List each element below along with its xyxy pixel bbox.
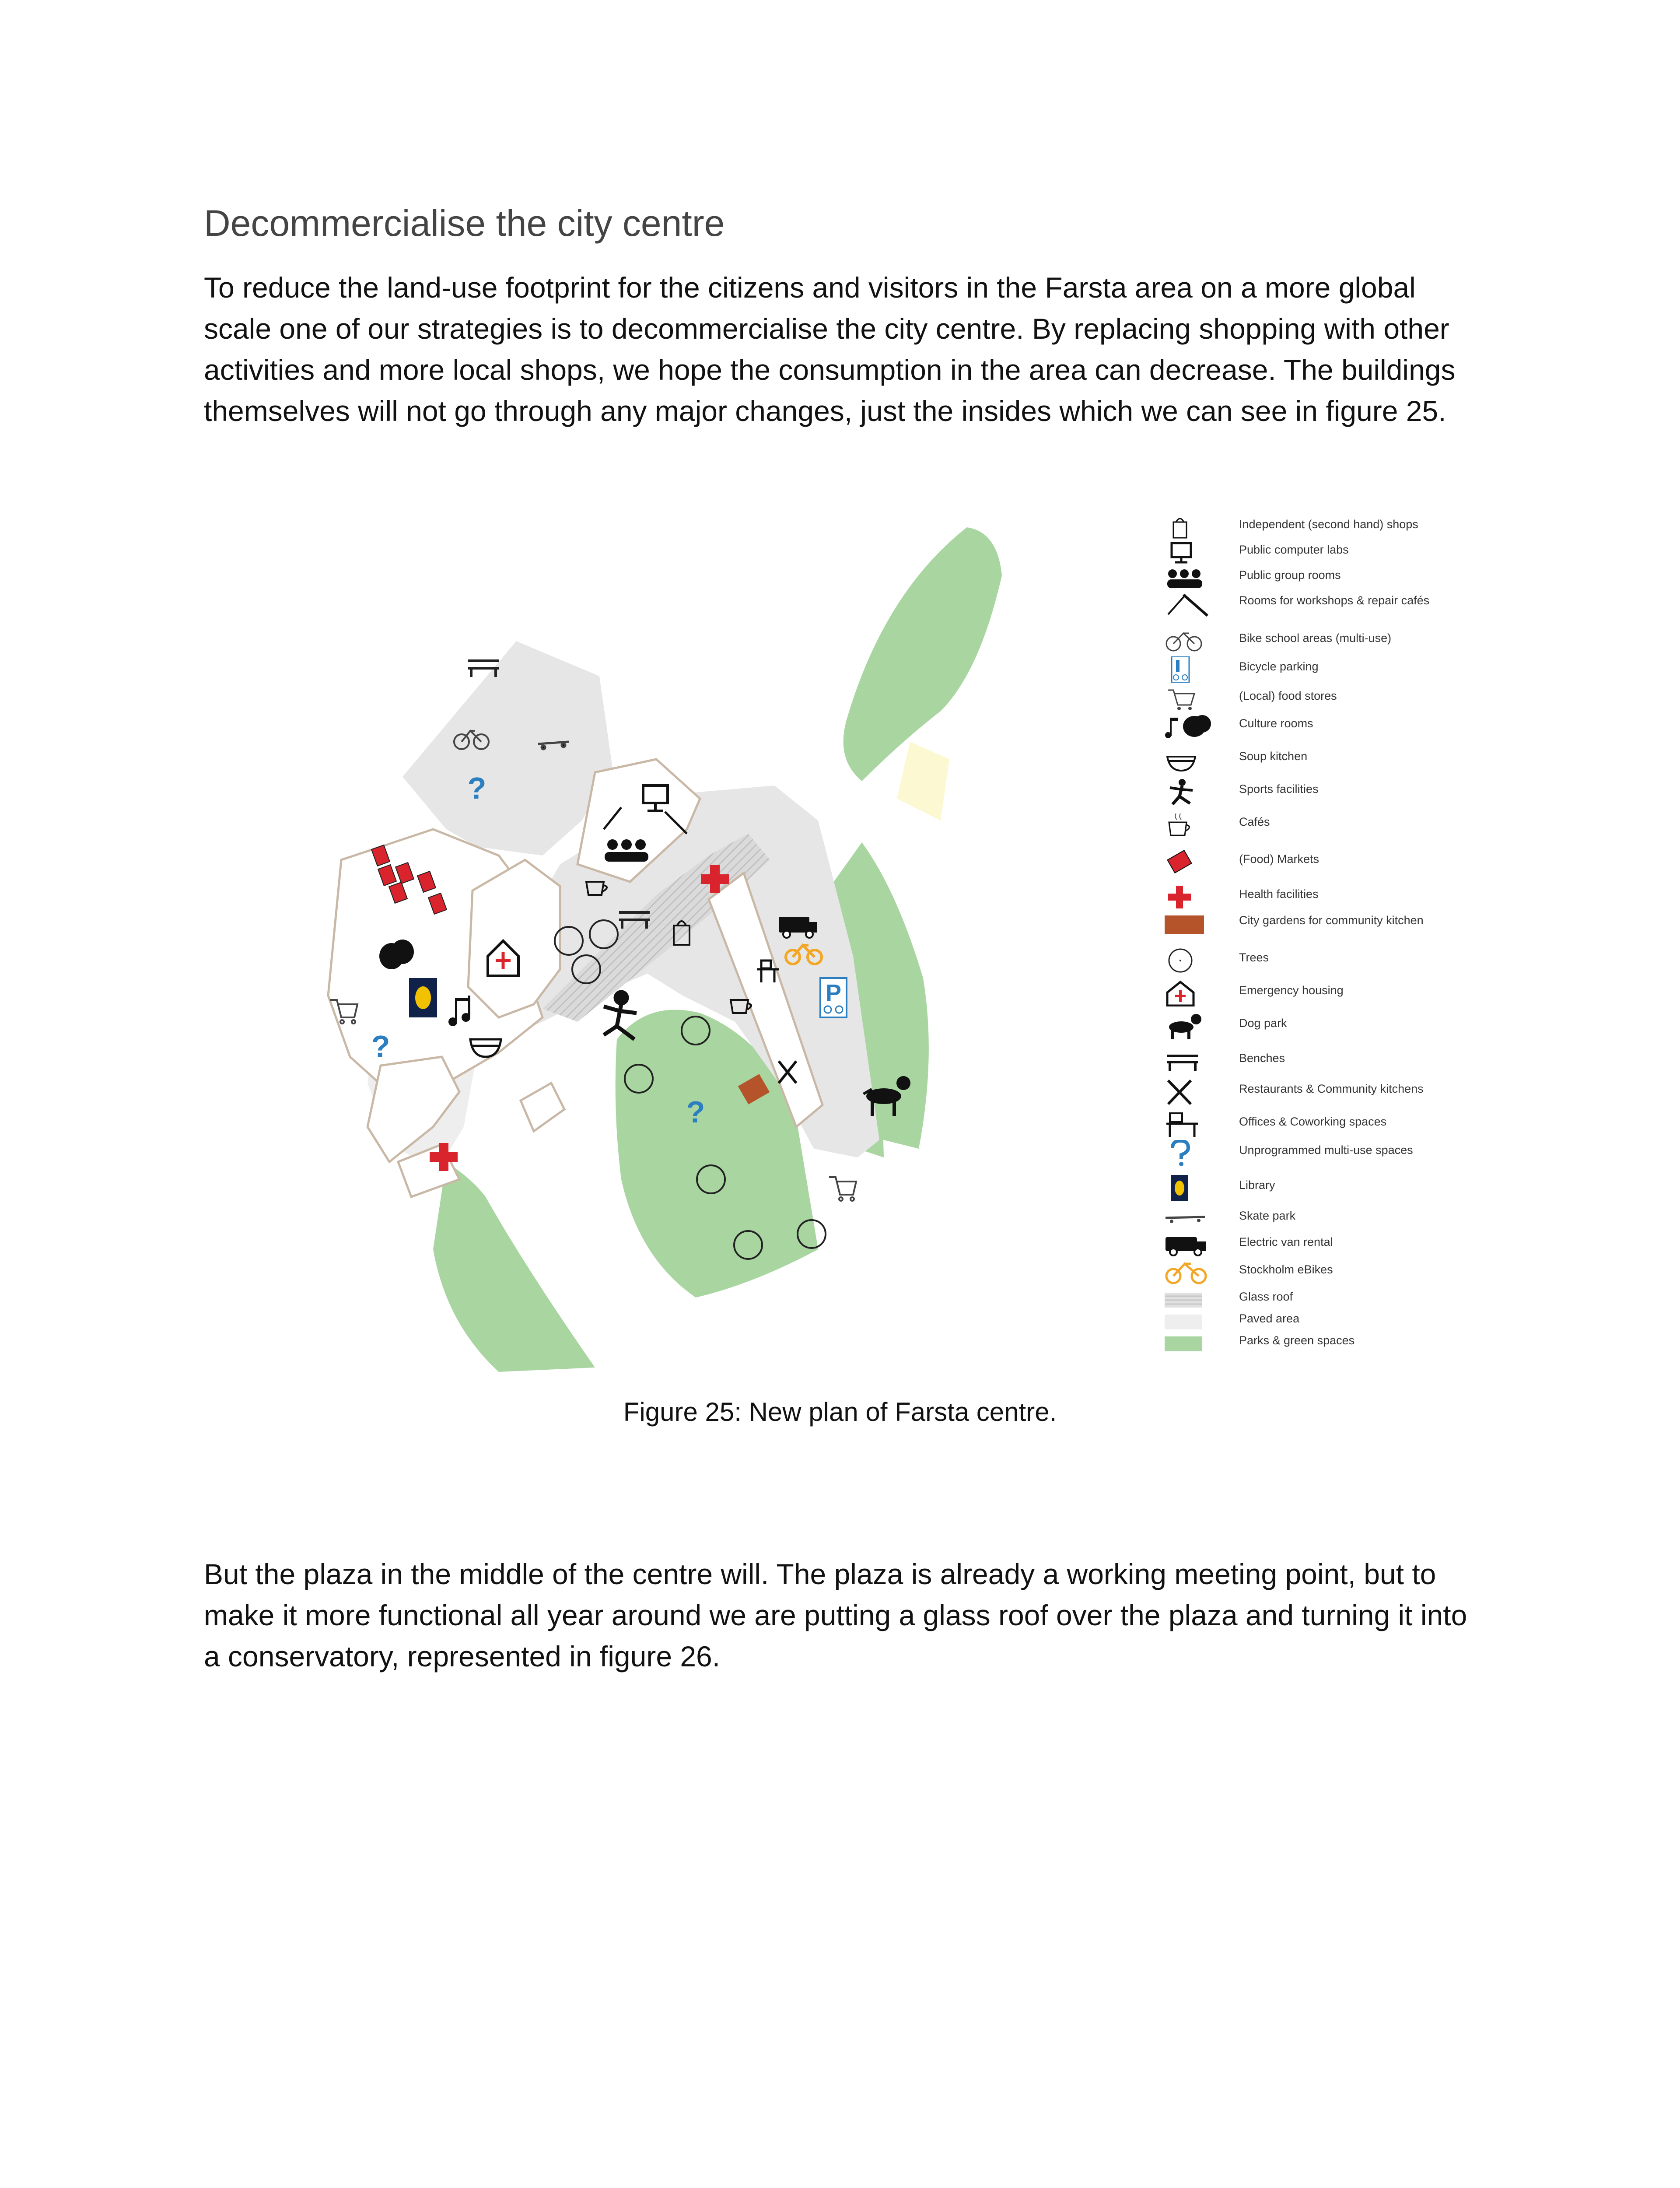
shopping-cart-icon (829, 1177, 856, 1201)
legend-label: Independent (second hand) shops (1239, 518, 1418, 531)
green-space-yellow (897, 742, 949, 820)
legend-item (1164, 849, 1470, 875)
library-icon (409, 978, 437, 1017)
legend-item (1164, 1048, 1470, 1074)
legend-label: Dog park (1239, 1017, 1287, 1030)
legend-label: Stockholm eBikes (1239, 1263, 1333, 1276)
library-icon (1164, 1175, 1212, 1201)
emergency-house-icon (1164, 980, 1212, 1006)
legend-item (1164, 1175, 1470, 1201)
cutlery-icon (1164, 1079, 1212, 1105)
legend-label: Unprogrammed multi-use spaces (1239, 1143, 1413, 1157)
legend-label: Offices & Coworking spaces (1239, 1115, 1387, 1128)
legend-label: Restaurants & Community kitchens (1239, 1082, 1424, 1095)
legend-item (1164, 1140, 1470, 1166)
music-theatre-icon (1164, 713, 1212, 740)
legend-label: Electric van rental (1239, 1235, 1333, 1248)
garden-plot-icon (1164, 910, 1212, 936)
question-mark-icon (1164, 1140, 1212, 1166)
van-icon (1164, 1232, 1212, 1258)
legend-item (1164, 884, 1470, 910)
legend-label: Cafés (1239, 815, 1270, 828)
legend-label: Bike school areas (multi-use) (1239, 631, 1392, 645)
coffee-cup-icon (1164, 812, 1212, 838)
legend-item (1164, 540, 1470, 566)
legend-item (1164, 1013, 1470, 1039)
legend-item (1164, 980, 1470, 1006)
legend-item (1164, 514, 1470, 540)
farsta-centre-plan-map (315, 514, 1164, 1385)
legend-item (1164, 746, 1470, 772)
bench-icon (1164, 1048, 1212, 1074)
legend-label: City gardens for community kitchen (1239, 914, 1424, 927)
legend-label: Skate park (1239, 1209, 1296, 1222)
building-plaza-kiosk (521, 1083, 564, 1131)
legend-label: Sports facilities (1239, 782, 1319, 796)
legend-item (1164, 812, 1470, 838)
legend-item (1164, 686, 1470, 712)
legend-label: Benches (1239, 1052, 1285, 1065)
market-stall-icon (1164, 849, 1212, 875)
legend-item (1164, 1206, 1470, 1232)
legend-item (1164, 910, 1470, 936)
dog-icon (1164, 1013, 1212, 1039)
health-cross-icon (1164, 884, 1212, 910)
legend-item (1164, 947, 1470, 974)
legend-label: Soup kitchen (1239, 750, 1308, 763)
plaza-paragraph: But the plaza in the middle of the centre will. The plaza is already a working meeting point, but to make it more functional all year around we are putting a glass roof over the plaza and turning it into a conservatory, represented in figure 26. (204, 1558, 1467, 1673)
paved-area-north (402, 641, 612, 856)
legend-label: (Food) Markets (1239, 852, 1320, 866)
section-heading: Decommercialise the city centre (204, 203, 725, 244)
legend-label: Public group rooms (1239, 568, 1341, 582)
figure-25 (315, 514, 1470, 1385)
legend-item (1164, 656, 1470, 683)
skateboard-icon (1164, 1206, 1212, 1232)
question-mark-icon: ? (686, 1095, 705, 1129)
legend-item (1164, 1079, 1470, 1105)
legend-label: Parks & green spaces (1239, 1334, 1355, 1347)
tree-icon (1164, 947, 1212, 974)
legend-label: Public computer labs (1239, 543, 1349, 556)
legend-item (1164, 1330, 1470, 1357)
shopping-bag-icon (1164, 514, 1212, 540)
bicycle-parking-icon (820, 978, 847, 1017)
desk-icon (1164, 1112, 1212, 1138)
ebike-icon (1164, 1259, 1212, 1286)
legend-label: Emergency housing (1239, 984, 1344, 997)
legend-item (1164, 1232, 1470, 1258)
group-people-icon (1164, 565, 1212, 591)
legend-label: Paved area (1239, 1312, 1300, 1325)
legend-label: Library (1239, 1178, 1275, 1192)
green-space-south-west (433, 1162, 595, 1372)
legend-label: Bicycle parking (1239, 660, 1319, 673)
legend-label: Glass roof (1239, 1290, 1293, 1303)
parking-letter: P (825, 980, 842, 1006)
question-mark-icon: ? (371, 1029, 390, 1063)
legend-item (1164, 1112, 1470, 1138)
green-space-north-east (844, 527, 1002, 781)
sports-figure-icon (1164, 779, 1212, 805)
green-space-swatch-icon (1164, 1330, 1212, 1357)
legend-item (1164, 628, 1470, 654)
bicycle-parking-icon (1164, 656, 1212, 683)
figure-caption: Figure 25: New plan of Farsta centre. (623, 1397, 1057, 1427)
legend-label: Culture rooms (1239, 717, 1313, 730)
legend-label: Rooms for workshops & repair cafés (1239, 594, 1430, 607)
shopping-cart-icon (1164, 686, 1212, 712)
computer-icon (1164, 540, 1212, 566)
question-mark-icon: ? (467, 771, 486, 805)
intro-paragraph: To reduce the land-use footprint for the citizens and visitors in the Farsta area on a more global scale one of our strategies is to decommercialise the city centre. By replacing shopping with other activities and more local shops, we hope the consumption in the area can decrease. The buildings themselves will not go through any major changes, just the insides which we can see in figure 25. (204, 271, 1456, 427)
bicycle-icon (1164, 628, 1212, 654)
legend-item (1164, 590, 1470, 617)
legend-item (1164, 565, 1470, 591)
legend-label: Health facilities (1239, 887, 1319, 901)
soup-bowl-icon (1164, 746, 1212, 772)
legend-item (1164, 713, 1470, 740)
legend-item (1164, 1259, 1470, 1286)
legend-label: Trees (1239, 951, 1269, 964)
tools-icon (1164, 590, 1212, 617)
legend-label: (Local) food stores (1239, 689, 1337, 702)
legend-item (1164, 779, 1470, 805)
